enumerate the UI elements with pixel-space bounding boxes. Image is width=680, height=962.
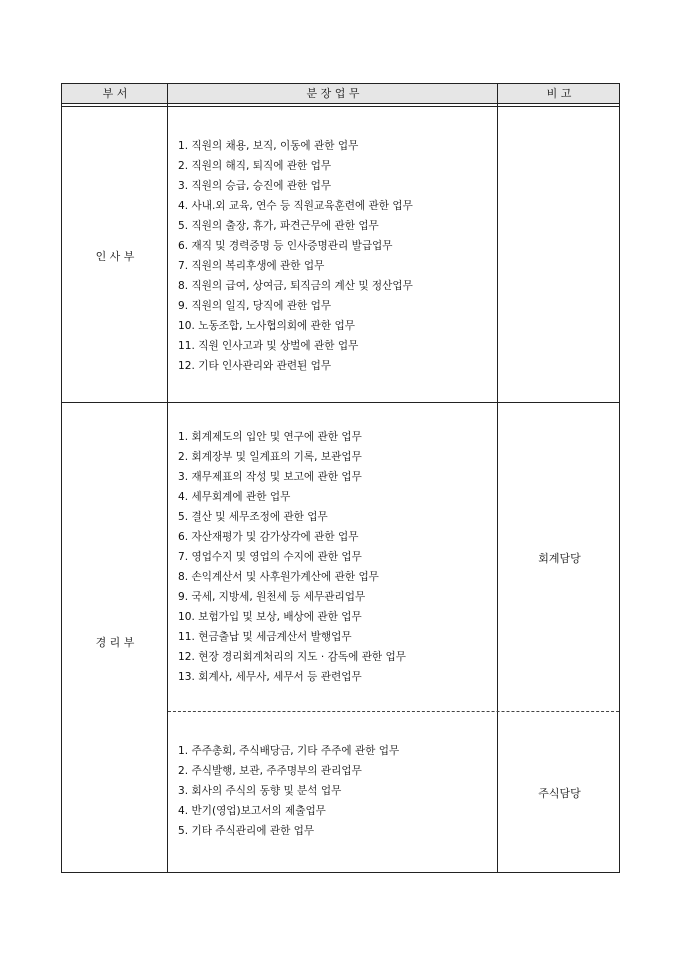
duty-item: 12. 현장 경리회계처리의 지도 · 감독에 관한 업무 <box>178 651 406 663</box>
remark-cell: 회계담당 <box>538 552 581 565</box>
column-divider-1 <box>167 84 168 872</box>
duty-item: 1. 회계제도의 입안 및 연구에 관한 업무 <box>178 431 362 443</box>
duty-item: 6. 자산재평가 및 감가상각에 관한 업무 <box>178 531 359 543</box>
duty-item: 3. 회사의 주식의 동향 및 분석 업무 <box>178 785 342 797</box>
duty-item: 1. 직원의 채용, 보직, 이동에 관한 업무 <box>178 140 359 152</box>
duty-item: 7. 영업수지 및 영업의 수지에 관한 업무 <box>178 551 362 563</box>
duty-item: 10. 노동조합, 노사협의회에 관한 업무 <box>178 320 355 332</box>
duty-item: 4. 세무회계에 관한 업무 <box>178 491 291 503</box>
department-cell: 경 리 부 <box>95 636 135 649</box>
duty-item: 7. 직원의 복리후생에 관한 업무 <box>178 260 325 272</box>
duty-item: 10. 보험가입 및 보상, 배상에 관한 업무 <box>178 611 362 623</box>
column-divider-2 <box>497 84 498 872</box>
duty-item: 1. 주주총회, 주식배당금, 기타 주주에 관한 업무 <box>178 745 400 757</box>
header-double-rule <box>62 106 619 107</box>
duty-item: 11. 직원 인사고과 및 상벌에 관한 업무 <box>178 340 359 352</box>
duty-item: 9. 국세, 지방세, 원천세 등 세무관리업무 <box>178 591 366 603</box>
duty-item: 8. 손익계산서 및 사후원가계산에 관한 업무 <box>178 571 379 583</box>
duty-item: 9. 직원의 일직, 당직에 관한 업무 <box>178 300 332 312</box>
subsection-dashed-divider <box>168 711 619 712</box>
duty-item: 5. 기타 주식관리에 관한 업무 <box>178 825 315 837</box>
duty-item: 6. 재직 및 경력증명 등 인사증명관리 발급업무 <box>178 240 393 252</box>
duty-item: 5. 직원의 출장, 휴가, 파견근무에 관한 업무 <box>178 220 379 232</box>
department-cell: 인 사 부 <box>95 250 135 263</box>
duty-list <box>178 741 399 841</box>
duty-item: 13. 회계사, 세무사, 세무서 등 관련업무 <box>178 671 362 683</box>
duty-item: 4. 반기(영업)보고서의 제출업무 <box>178 805 326 817</box>
duty-item: 2. 회계장부 및 일계표의 기록, 보관업무 <box>178 451 362 463</box>
remark-cell: 주식담당 <box>538 787 581 800</box>
duty-item: 5. 결산 및 세무조정에 관한 업무 <box>178 511 328 523</box>
header-remarks: 비 고 <box>546 87 572 100</box>
duty-item: 4. 사내.외 교육, 연수 등 직원교육훈련에 관한 업무 <box>178 200 413 212</box>
duty-item: 2. 직원의 해직, 퇴직에 관한 업무 <box>178 160 332 172</box>
duty-list <box>178 136 413 376</box>
duty-list <box>178 427 406 687</box>
duty-item: 3. 재무제표의 작성 및 보고에 관한 업무 <box>178 471 362 483</box>
header-duties: 분 장 업 무 <box>306 87 360 100</box>
duty-item: 11. 현금출납 및 세금계산서 발행업무 <box>178 631 352 643</box>
duty-item: 2. 주식발행, 보관, 주주명부의 관리업무 <box>178 765 362 777</box>
duty-item: 12. 기타 인사관리와 관련된 업무 <box>178 360 332 372</box>
table-header-row <box>62 84 619 104</box>
duties-table <box>61 83 620 873</box>
duty-item: 3. 직원의 승급, 승진에 관한 업무 <box>178 180 332 192</box>
duty-item: 8. 직원의 급여, 상여금, 퇴직금의 계산 및 정산업무 <box>178 280 413 292</box>
row-divider <box>62 402 619 403</box>
header-department: 부 서 <box>102 87 128 100</box>
